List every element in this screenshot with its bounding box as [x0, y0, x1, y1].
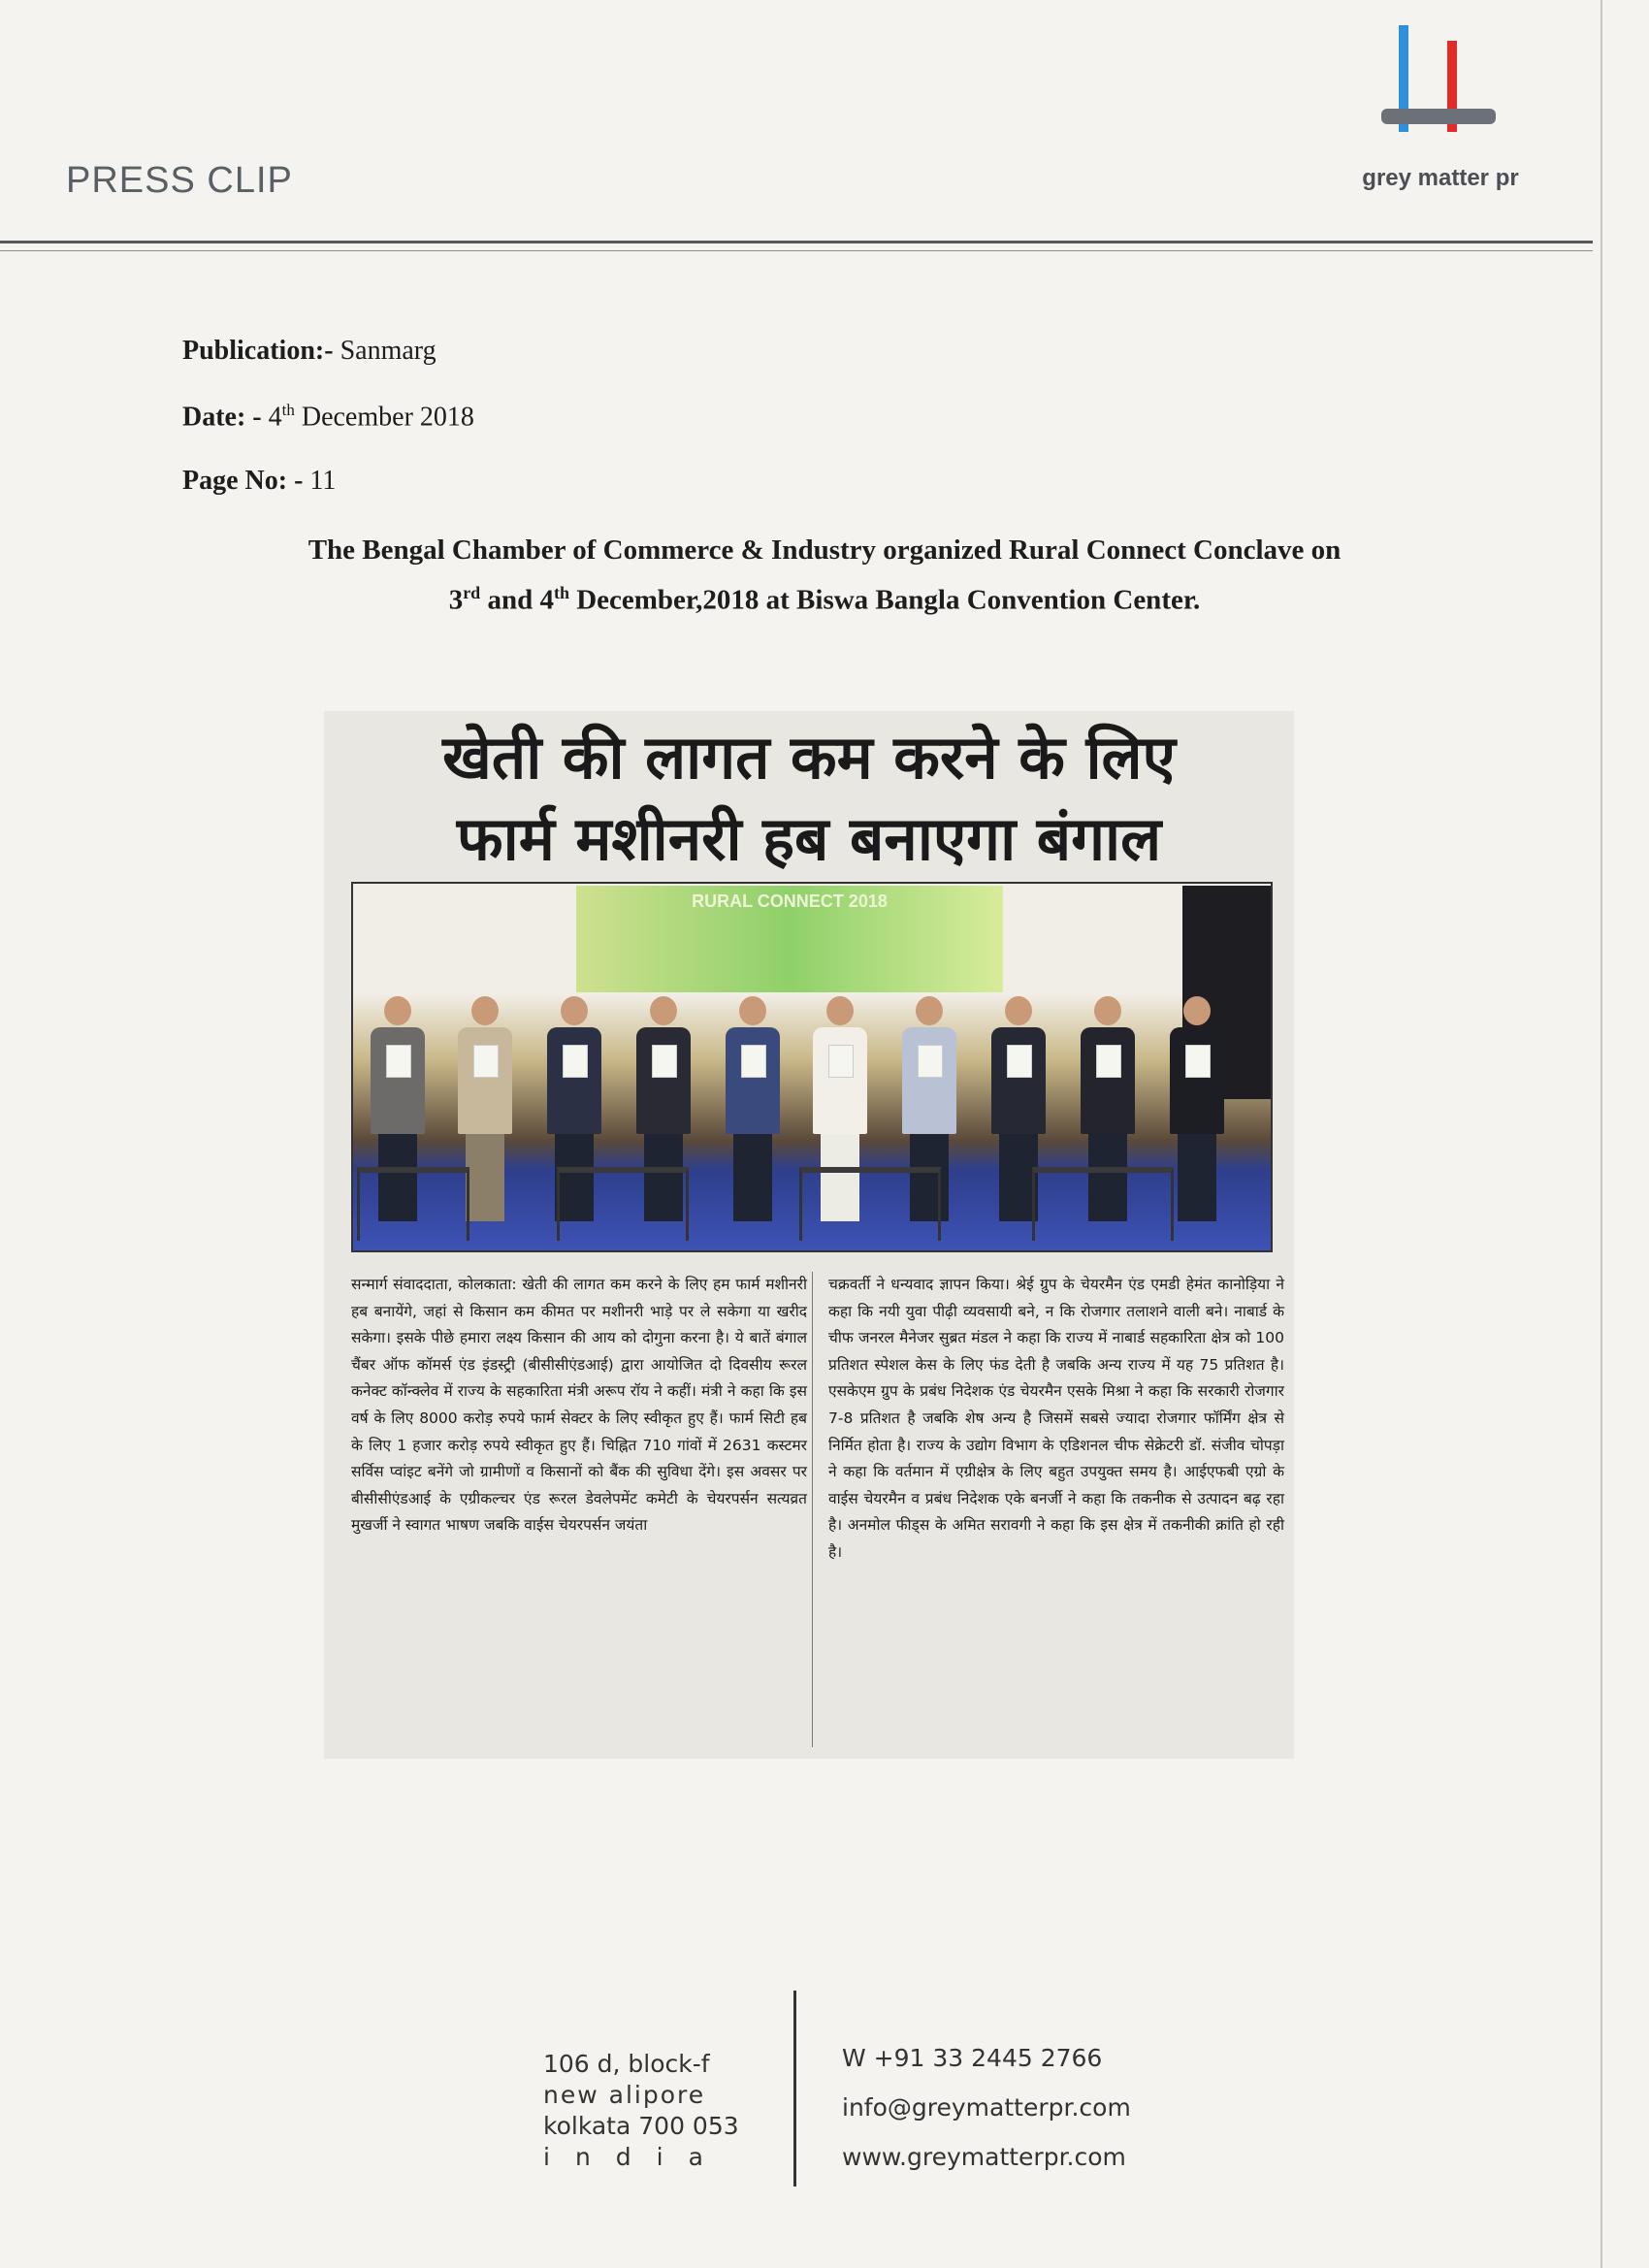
- footer-email[interactable]: info@greymatterpr.com: [842, 2093, 1131, 2122]
- stage-table: [557, 1167, 689, 1241]
- headline-line-2: [146, 571, 1504, 622]
- headline-date-3: 3: [448, 584, 464, 616]
- press-headline: [146, 529, 1504, 622]
- logo-text: grey matter pr: [1362, 165, 1519, 191]
- article-column-2: चक्रवर्ती ने धन्यवाद ज्ञापन किया। श्रेई ग्रुप के चेयरमैन एंड एमडी हेमंत कानोड़िया ने कहा कि नयी युवा पीढ़ी व्यवसायी बने, न कि रोजगार तलाशने वाली बने। नाबार्ड के चीफ जनरल मैनेजर सुब्रत मंडल ने कहा कि राज्य में नाबार्ड सहकारिता क्षेत्र को 100 प्रतिशत स्पेशल केस के लिए फंड देती है जबकि अन्य राज्य में यह 75 प्रतिशत है। एसकेएम ग्रुप के प्रबंध निदेशक एंड चेयरमैन एसके मिश्रा ने कहा कि सरकारी रोजगार 7-8 प्रतिशत है जबकि शेष अन्य है जिसमें सबसे ज्यादा रोजगार फॉर्मिंग क्षेत्र से निर्मित होता है। राज्य के उद्योग विभाग के एडिशनल चीफ सेक्रेटरी डॉ. संजीव चोपड़ा ने कहा कि वर्तमान में एग्रीक्षेत्र के लिए बहुत उपयुक्त समय है। आईएफबी एग्रो के वाईस चेयरमैन व प्रबंध निदेशक एके बनर्जी ने कहा कि तकनीक से उत्पादन बढ़ रहा है। अनमोल फीड्स के अमित सरावगी ने कहा कि इस क्षेत्र में तकनीकी क्रांति हो रही है।: [828, 1276, 1284, 1561]
- publication-label: Publication:-: [182, 336, 334, 366]
- date-day: 4: [268, 402, 282, 433]
- clipping-headline-line-2: फार्म मशीनरी हब बनाएगा बंगाल: [456, 803, 1162, 874]
- clipping-headline-line-1: खेती की लागत कम करने के लिए: [442, 722, 1176, 793]
- page-value: 11: [309, 466, 337, 496]
- footer-address: [543, 2049, 739, 2173]
- person-figure: [726, 996, 780, 1221]
- footer-phone: W +91 33 2445 2766: [842, 2044, 1103, 2072]
- banner-text: RURAL CONNECT 2018: [692, 891, 888, 911]
- publication-line: [182, 336, 436, 367]
- event-banner: [576, 886, 1003, 992]
- page-label: Page No: -: [182, 466, 304, 496]
- header-rule-thin: [0, 250, 1593, 251]
- stage-table: [1032, 1167, 1174, 1241]
- event-photo: [351, 882, 1273, 1252]
- address-line-4: india: [543, 2143, 728, 2171]
- stage-table: [799, 1167, 941, 1241]
- footer-website[interactable]: www.greymatterpr.com: [842, 2143, 1126, 2171]
- person-figure: [1170, 996, 1224, 1221]
- publication-value: Sanmarg: [340, 336, 436, 366]
- address-line-3: kolkata 700 053: [543, 2112, 739, 2140]
- headline-date-4: and 4: [480, 584, 554, 616]
- address-line-2: new alipore: [543, 2081, 706, 2109]
- press-clip-title: PRESS CLIP: [66, 160, 293, 201]
- address-line-1: 106 d, block-f: [543, 2050, 710, 2078]
- column-divider: [812, 1272, 813, 1747]
- headline-line-1: The Bengal Chamber of Commerce & Industry organized Rural Connect Conclave on: [307, 535, 1342, 566]
- headline-sup-th: th: [553, 583, 569, 602]
- logo-mark-icon: [1339, 19, 1542, 165]
- header-rule: [0, 241, 1593, 243]
- footer-divider: [793, 1991, 796, 2187]
- stage-table: [357, 1167, 469, 1241]
- date-rest: December 2018: [301, 402, 474, 433]
- date-suffix: th: [281, 401, 295, 419]
- grey-matter-logo: [1339, 19, 1542, 204]
- page-edge: [1600, 0, 1602, 2268]
- page-line: [182, 466, 336, 497]
- date-line: [182, 401, 474, 433]
- clipping-headline: [324, 717, 1294, 880]
- newspaper-clipping: [324, 711, 1294, 1759]
- headline-rest: December,2018 at Biswa Bangla Convention Center.: [568, 584, 1201, 616]
- article-column-1: सन्मार्ग संवाददाता, कोलकाता: खेती की लागत कम करने के लिए हम फार्म मशीनरी हब बनायेंगे, जहां से किसान कम कीमत पर मशीनरी भाड़े पर ले सकेगा या खरीद सकेगा। इसके पीछे हमारा लक्ष्य किसान की आय को दोगुना करना है। ये बातें बंगाल चैंबर ऑफ कॉमर्स एंड इंडस्ट्री (बीसीसीएंडआई) द्वारा आयोजित दो दिवसीय रूरल कनेक्ट कॉन्क्लेव में राज्य के सहकारिता मंत्री अरूप रॉय ने कहीं। मंत्री ने कहा कि इस वर्ष के लिए 8000 करोड़ रुपये फार्म सेक्टर के लिए स्वीकृत हुए हैं। फार्म सिटी हब के लिए 1 हजार करोड़ रुपये स्वीकृत हुए हैं। चिह्नित 710 गांवों में 2631 कस्टमर सर्विस प्वांइट बनेंगे जो ग्रामीणों व किसानों को बैंक की सुविधा देंगे। इस अवसर पर बीसीसीएंडआई के एग्रीकल्चर एंड रूरल डेवलेपमेंट कमेटी के चेयरपर्सन सत्यव्रत मुखर्जी ने स्वागत भाषण जबकि वाईस चेयरपर्सन जयंता: [351, 1276, 807, 1535]
- date-label: Date: -: [182, 402, 262, 433]
- headline-sup-rd: rd: [463, 583, 481, 602]
